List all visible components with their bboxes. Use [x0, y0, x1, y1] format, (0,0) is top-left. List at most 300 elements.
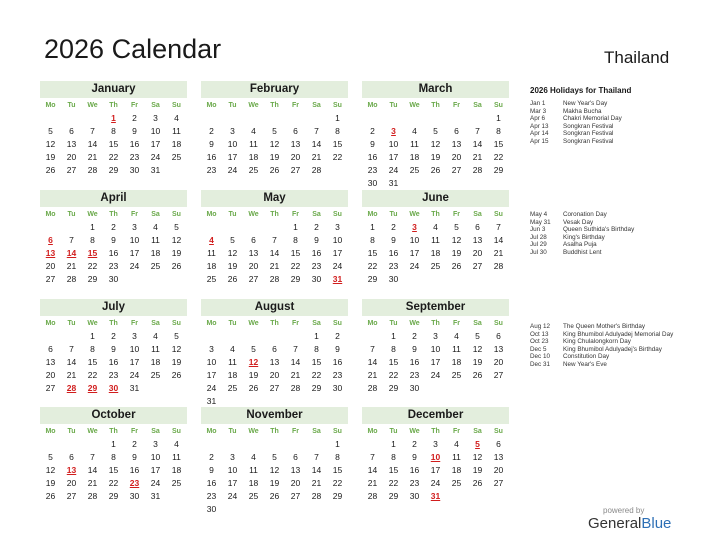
- brand-blue: Blue: [641, 515, 672, 532]
- day-cell: 4: [153, 331, 158, 341]
- weekday-header: Sa: [473, 320, 482, 327]
- day-cell: 10: [150, 452, 161, 462]
- day-cell: 2: [111, 222, 116, 232]
- day-cell: 19: [269, 478, 280, 488]
- day-cell: 25: [409, 165, 420, 175]
- day-cell: 27: [290, 165, 301, 175]
- day-cell: 8: [293, 235, 298, 245]
- day-cell: 20: [45, 261, 56, 271]
- weekday-header: Tu: [389, 102, 398, 109]
- day-cell: 5: [272, 126, 277, 136]
- day-cell: 30: [367, 178, 378, 188]
- day-cell: 21: [311, 152, 322, 162]
- weekday-header: Mo: [206, 102, 217, 109]
- day-cell: 22: [108, 478, 119, 488]
- day-cell: 26: [248, 383, 259, 393]
- holiday-name: Vesak Day: [563, 218, 594, 226]
- weekday-header: Mo: [367, 211, 378, 218]
- weekday-header: Mo: [367, 428, 378, 435]
- holiday-date-label: Jul 29: [530, 241, 547, 249]
- day-cell: 17: [206, 370, 217, 380]
- day-cell: 23: [367, 165, 378, 175]
- day-cell: 29: [388, 383, 399, 393]
- day-cell: 26: [45, 491, 56, 501]
- empty-cell: [264, 330, 285, 343]
- day-cell: 25: [248, 165, 259, 175]
- day-cell: 15: [332, 465, 343, 475]
- day-cell: 21: [87, 152, 98, 162]
- day-cell: 21: [493, 248, 504, 258]
- month-days-grid: [40, 98, 187, 177]
- weekday-header: Su: [172, 102, 181, 109]
- weekday-header: Th: [270, 102, 279, 109]
- day-cell: 21: [472, 152, 483, 162]
- day-cell: 20: [66, 478, 77, 488]
- day-cell: 28: [311, 165, 322, 175]
- day-cell: 21: [311, 478, 322, 488]
- day-cell: 27: [66, 165, 77, 175]
- day-cell: 11: [452, 452, 461, 462]
- day-cell: 26: [269, 165, 280, 175]
- empty-cell: [222, 330, 243, 343]
- day-cell: 30: [409, 491, 420, 501]
- day-cell: 5: [251, 344, 256, 354]
- day-cell: 7: [90, 126, 95, 136]
- day-cell: 7: [293, 344, 298, 354]
- weekday-header: Mo: [45, 320, 56, 327]
- holiday-item: [530, 211, 705, 219]
- day-cell: 22: [311, 370, 322, 380]
- weekday-header: We: [248, 320, 259, 327]
- day-cell: 26: [45, 165, 56, 175]
- weekday-header: Su: [494, 211, 503, 218]
- day-cell: 15: [388, 465, 399, 475]
- holiday-item: [530, 353, 705, 361]
- day-cell: 31: [150, 165, 161, 175]
- day-cell: 24: [206, 383, 217, 393]
- month-november: [201, 407, 348, 516]
- day-cell: 6: [69, 126, 74, 136]
- holiday-list-q3: [530, 323, 705, 369]
- day-cell: 14: [66, 357, 77, 367]
- day-cell: 13: [269, 357, 280, 367]
- holiday-date: 12: [248, 357, 259, 367]
- day-cell: 18: [248, 152, 259, 162]
- day-cell: 9: [335, 344, 340, 354]
- weekday-header: Tu: [389, 320, 398, 327]
- day-cell: 27: [290, 491, 301, 501]
- weekday-header: Tu: [389, 428, 398, 435]
- day-cell: 27: [45, 274, 56, 284]
- day-cell: 29: [290, 274, 301, 284]
- month-days-grid: [40, 316, 187, 395]
- day-cell: 14: [367, 357, 378, 367]
- day-cell: 15: [87, 357, 98, 367]
- day-cell: 10: [129, 344, 140, 354]
- day-cell: 4: [251, 452, 256, 462]
- weekday-header: We: [248, 211, 259, 218]
- day-cell: 14: [290, 357, 301, 367]
- weekday-header: Mo: [45, 102, 56, 109]
- day-cell: 3: [132, 222, 137, 232]
- day-cell: 2: [335, 331, 340, 341]
- holiday-name: Makha Bucha: [563, 107, 602, 115]
- holiday-name: King Bhumibol Adulyadej's Birthday: [563, 345, 662, 353]
- day-cell: 13: [45, 357, 56, 367]
- day-cell: 4: [174, 439, 179, 449]
- day-cell: 11: [207, 248, 216, 258]
- day-cell: 29: [311, 383, 322, 393]
- month-title: March: [362, 81, 509, 98]
- weekday-header: We: [409, 102, 420, 109]
- day-cell: 30: [129, 165, 140, 175]
- holiday-item: [530, 338, 705, 346]
- month-march: [362, 81, 509, 190]
- month-december: [362, 407, 509, 503]
- day-cell: 23: [409, 370, 420, 380]
- weekday-header: Th: [109, 211, 118, 218]
- day-cell: 12: [269, 139, 280, 149]
- day-cell: 8: [391, 452, 396, 462]
- day-cell: 10: [388, 139, 399, 149]
- day-cell: 19: [45, 478, 56, 488]
- weekday-header: Sa: [151, 211, 160, 218]
- day-cell: 17: [129, 248, 140, 258]
- holiday-name: Buddhist Lent: [563, 248, 602, 256]
- weekday-header: Tu: [228, 320, 237, 327]
- month-january: [40, 81, 187, 177]
- day-cell: 12: [430, 139, 441, 149]
- holiday-item: [530, 115, 705, 123]
- month-days-grid: [201, 316, 348, 408]
- empty-cell: [306, 438, 327, 451]
- day-cell: 17: [409, 248, 420, 258]
- weekday-header: Sa: [473, 211, 482, 218]
- holiday-date: 13: [45, 248, 56, 258]
- day-cell: 2: [209, 126, 214, 136]
- day-cell: 17: [150, 465, 161, 475]
- day-cell: 16: [311, 248, 322, 258]
- day-cell: 26: [430, 165, 441, 175]
- month-may: [201, 190, 348, 286]
- day-cell: 21: [66, 370, 77, 380]
- day-cell: 7: [272, 235, 277, 245]
- empty-cell: [61, 330, 82, 343]
- day-cell: 17: [227, 478, 238, 488]
- day-cell: 16: [108, 357, 119, 367]
- empty-cell: [201, 438, 222, 451]
- weekday-header: Su: [333, 320, 342, 327]
- day-cell: 23: [388, 261, 399, 271]
- weekday-header: Mo: [206, 428, 217, 435]
- day-cell: 28: [367, 491, 378, 501]
- month-june: [362, 190, 509, 286]
- day-cell: 30: [409, 383, 420, 393]
- month-days-grid: [201, 207, 348, 286]
- day-cell: 21: [290, 370, 301, 380]
- month-title: February: [201, 81, 348, 98]
- holiday-item: [530, 108, 705, 116]
- day-cell: 22: [108, 152, 119, 162]
- day-cell: 6: [475, 222, 480, 232]
- day-cell: 14: [87, 465, 98, 475]
- day-cell: 18: [150, 357, 161, 367]
- day-cell: 14: [269, 248, 280, 258]
- month-days-grid: [362, 424, 509, 503]
- day-cell: 30: [108, 274, 119, 284]
- day-cell: 18: [227, 370, 238, 380]
- day-cell: 24: [430, 478, 441, 488]
- day-cell: 19: [171, 248, 182, 258]
- day-cell: 6: [496, 439, 501, 449]
- day-cell: 22: [332, 152, 343, 162]
- holiday-name: Songkran Festival: [563, 137, 614, 145]
- holiday-date-label: Dec 5: [530, 345, 547, 353]
- day-cell: 24: [129, 261, 140, 271]
- weekday-header: Sa: [473, 428, 482, 435]
- day-cell: 15: [311, 357, 322, 367]
- day-cell: 16: [388, 248, 399, 258]
- weekday-header: Tu: [228, 102, 237, 109]
- day-cell: 18: [451, 357, 462, 367]
- day-cell: 27: [451, 165, 462, 175]
- holiday-item: [530, 138, 705, 146]
- empty-cell: [243, 330, 264, 343]
- day-cell: 13: [472, 235, 483, 245]
- holiday-item: [530, 346, 705, 354]
- day-cell: 7: [69, 235, 74, 245]
- weekday-header: Th: [270, 428, 279, 435]
- day-cell: 14: [472, 139, 483, 149]
- empty-cell: [40, 438, 61, 451]
- day-cell: 25: [248, 491, 259, 501]
- month-title: September: [362, 299, 509, 316]
- holiday-name: Chakri Memorial Day: [563, 115, 622, 123]
- holiday-item: [530, 361, 705, 369]
- empty-cell: [264, 438, 285, 451]
- month-days-grid: [201, 424, 348, 516]
- empty-cell: [40, 112, 61, 125]
- day-cell: 8: [335, 126, 340, 136]
- day-cell: 10: [430, 344, 441, 354]
- empty-cell: [222, 221, 243, 234]
- day-cell: 6: [496, 331, 501, 341]
- weekday-header: Tu: [389, 211, 398, 218]
- weekday-header: Fr: [292, 211, 299, 218]
- day-cell: 6: [293, 452, 298, 462]
- empty-cell: [467, 112, 488, 125]
- holiday-name: King's Birthday: [563, 233, 605, 241]
- day-cell: 16: [409, 357, 420, 367]
- day-cell: 17: [129, 357, 140, 367]
- day-cell: 18: [171, 139, 182, 149]
- day-cell: 7: [314, 452, 319, 462]
- day-cell: 9: [111, 344, 116, 354]
- day-cell: 30: [206, 504, 217, 514]
- day-cell: 20: [493, 465, 504, 475]
- day-cell: 11: [151, 235, 160, 245]
- day-cell: 3: [230, 126, 235, 136]
- day-cell: 3: [132, 331, 137, 341]
- holiday-date: 31: [430, 491, 441, 501]
- holiday-date: 4: [209, 235, 214, 245]
- holiday-name: New Year's Day: [563, 100, 608, 107]
- weekday-header: Th: [270, 211, 279, 218]
- day-cell: 20: [290, 478, 301, 488]
- weekday-header: Mo: [206, 211, 217, 218]
- weekday-header: Tu: [67, 211, 76, 218]
- empty-cell: [404, 112, 425, 125]
- holiday-date-label: Jan 1: [530, 100, 546, 107]
- holiday-date-label: Apr 15: [530, 137, 549, 145]
- empty-cell: [243, 438, 264, 451]
- day-cell: 8: [391, 344, 396, 354]
- day-cell: 22: [87, 370, 98, 380]
- day-cell: 3: [230, 452, 235, 462]
- empty-cell: [446, 112, 467, 125]
- day-cell: 27: [45, 383, 56, 393]
- holiday-list-q1: [530, 100, 705, 146]
- day-cell: 12: [472, 344, 483, 354]
- day-cell: 3: [153, 113, 158, 123]
- day-cell: 27: [472, 261, 483, 271]
- day-cell: 24: [332, 261, 343, 271]
- weekday-header: Fr: [131, 428, 138, 435]
- day-cell: 22: [290, 261, 301, 271]
- day-cell: 11: [172, 126, 181, 136]
- day-cell: 9: [132, 452, 137, 462]
- empty-cell: [285, 112, 306, 125]
- day-cell: 19: [430, 152, 441, 162]
- weekday-header: Mo: [206, 320, 217, 327]
- day-cell: 9: [314, 235, 319, 245]
- empty-cell: [285, 330, 306, 343]
- month-title: October: [40, 407, 187, 424]
- month-days-grid: [40, 207, 187, 286]
- weekday-header: Th: [431, 320, 440, 327]
- day-cell: 20: [290, 152, 301, 162]
- day-cell: 24: [129, 370, 140, 380]
- month-august: [201, 299, 348, 408]
- day-cell: 19: [451, 248, 462, 258]
- holiday-date-label: Dec 10: [530, 353, 550, 361]
- empty-cell: [201, 330, 222, 343]
- day-cell: 4: [454, 331, 459, 341]
- day-cell: 14: [311, 139, 322, 149]
- day-cell: 19: [171, 357, 182, 367]
- weekday-header: We: [87, 320, 98, 327]
- holiday-item: [530, 323, 705, 331]
- day-cell: 9: [132, 126, 137, 136]
- brand-general: General: [588, 515, 642, 532]
- weekday-header: Tu: [67, 320, 76, 327]
- day-cell: 18: [206, 261, 217, 271]
- day-cell: 9: [391, 235, 396, 245]
- weekday-header: We: [248, 428, 259, 435]
- day-cell: 28: [66, 274, 77, 284]
- day-cell: 2: [132, 113, 137, 123]
- day-cell: 3: [433, 439, 438, 449]
- empty-cell: [82, 112, 103, 125]
- day-cell: 13: [493, 344, 504, 354]
- weekday-header: We: [87, 102, 98, 109]
- day-cell: 7: [69, 344, 74, 354]
- weekday-header: Su: [172, 320, 181, 327]
- month-september: [362, 299, 509, 395]
- day-cell: 20: [45, 370, 56, 380]
- day-cell: 5: [475, 331, 480, 341]
- day-cell: 17: [388, 152, 399, 162]
- weekday-header: Mo: [367, 320, 378, 327]
- day-cell: 8: [111, 126, 116, 136]
- day-cell: 4: [433, 222, 438, 232]
- empty-cell: [61, 438, 82, 451]
- weekday-header: Sa: [151, 428, 160, 435]
- day-cell: 19: [472, 357, 483, 367]
- day-cell: 1: [90, 222, 95, 232]
- day-cell: 31: [150, 491, 161, 501]
- empty-cell: [222, 438, 243, 451]
- day-cell: 14: [311, 465, 322, 475]
- weekday-header: Su: [172, 428, 181, 435]
- empty-cell: [40, 330, 61, 343]
- empty-cell: [61, 112, 82, 125]
- day-cell: 29: [367, 274, 378, 284]
- holiday-name: Asalha Puja: [563, 241, 597, 249]
- month-october: [40, 407, 187, 503]
- holiday-item: [530, 226, 705, 234]
- weekday-header: Tu: [67, 428, 76, 435]
- day-cell: 1: [391, 439, 396, 449]
- holiday-item: [530, 234, 705, 242]
- day-cell: 4: [251, 126, 256, 136]
- day-cell: 20: [472, 248, 483, 258]
- weekday-header: Su: [333, 211, 342, 218]
- day-cell: 2: [314, 222, 319, 232]
- day-cell: 1: [90, 331, 95, 341]
- day-cell: 11: [228, 357, 237, 367]
- powered-by-text: powered by: [603, 506, 645, 515]
- holiday-name: Constitution Day: [563, 353, 610, 361]
- month-title: January: [40, 81, 187, 98]
- day-cell: 12: [45, 465, 56, 475]
- day-cell: 16: [206, 478, 217, 488]
- day-cell: 13: [493, 452, 504, 462]
- holiday-name: New Year's Eve: [563, 360, 607, 368]
- day-cell: 1: [391, 331, 396, 341]
- day-cell: 22: [493, 152, 504, 162]
- empty-cell: [362, 438, 383, 451]
- holiday-date-label: Aug 12: [530, 323, 550, 330]
- holiday-date: 6: [48, 235, 53, 245]
- holiday-date: 10: [430, 452, 441, 462]
- brand-logo[interactable]: [588, 515, 671, 532]
- holiday-date-label: Oct 23: [530, 338, 549, 346]
- day-cell: 22: [367, 261, 378, 271]
- day-cell: 28: [87, 491, 98, 501]
- day-cell: 10: [409, 235, 420, 245]
- day-cell: 5: [48, 452, 53, 462]
- day-cell: 23: [206, 491, 217, 501]
- day-cell: 4: [153, 222, 158, 232]
- day-cell: 4: [454, 439, 459, 449]
- holiday-date: 3: [412, 222, 417, 232]
- month-title: December: [362, 407, 509, 424]
- day-cell: 7: [370, 452, 375, 462]
- holiday-date: 15: [87, 248, 98, 258]
- day-cell: 17: [227, 152, 238, 162]
- day-cell: 12: [45, 139, 56, 149]
